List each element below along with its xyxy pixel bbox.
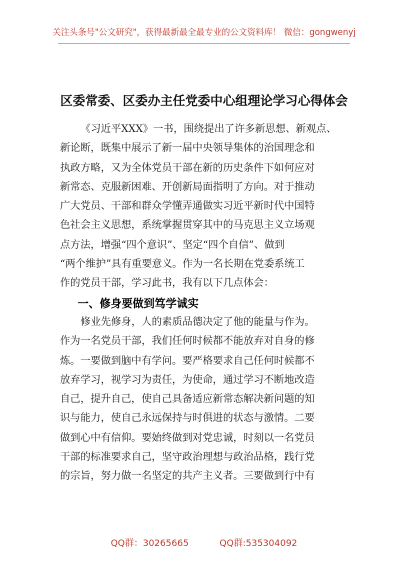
paragraph-line: 执政方略，又为全体党员干部在新的历史条件下如何应对 (60, 162, 315, 174)
paragraph-line: 新常态、克服新困难、开创新局面指明了方向。对于推动 (60, 181, 315, 193)
paragraph-line: 放弃学习，视学习为责任，为使命，通过学习不断地改造 (60, 374, 315, 386)
paragraph-line: “两个维护”具有重要意义。作为一名长期在党委系统工 (60, 259, 305, 271)
paragraph-line: 自己，提升自己，使自己具备适应新常态解决新问题的知 (60, 394, 315, 406)
document-title: 区委常委、区委办主任党委中心组理论学习心得体会 (60, 93, 348, 108)
paragraph-line: 《习近平XXX》一书，围绕提出了许多新思想、新观点、 (80, 124, 337, 135)
paragraph-line: 识与能力，使自己永远保持与时俱进的状态与激情。二要 (60, 413, 315, 425)
paragraph-line: 新论断，既集中展示了新一届中央领导集体的治国理念和 (60, 143, 315, 155)
header-note: 关注头条号"公文研究"，获得最新最全最专业的公文资料库！ 微信：gongwenyj (52, 28, 356, 38)
paragraph-line: 的宗旨，努力做一名坚定的共产主义者。三要做到行中有 (60, 471, 315, 483)
paragraph-line: 做到心中有信仰。要始终做到对党忠诚，时刻以一名党员 (60, 432, 315, 444)
section-heading: 一、修身要做到笃学诚实 (77, 296, 199, 310)
paragraph-line: 炼。一要做到脑中有学问。要严格要求自己任何时候都不 (60, 355, 315, 367)
footer-qq-group-2: QQ群:535304092 (219, 539, 298, 549)
paragraph-line: 作的党员干部，学习此书，我有以下几点体会： (60, 278, 274, 290)
footer (0, 536, 408, 549)
footer-qq-group-1: QQ群：30265665 (110, 539, 189, 549)
document-body (60, 120, 352, 487)
paragraph-line: 干部的标准要求自己，坚守政治理想与政治品格，践行党 (60, 452, 315, 464)
paragraph-line: 广大党员、干部和群众学懂弄通做实习近平新时代中国特 (60, 201, 315, 213)
header-divider (58, 43, 350, 44)
paragraph-line: 修业先修身，人的素质品德决定了他的能量与作为。 (80, 316, 315, 328)
paragraph-line: 作为一名党员干部，我们任何时候都不能放弃对自身的修 (60, 336, 315, 348)
paragraph-line: 色社会主义思想，系统掌握贯穿其中的马克思主义立场观 (60, 220, 315, 232)
paragraph-line: 点方法，增强“四个意识”、坚定“四个自信”、做到 (60, 239, 285, 251)
